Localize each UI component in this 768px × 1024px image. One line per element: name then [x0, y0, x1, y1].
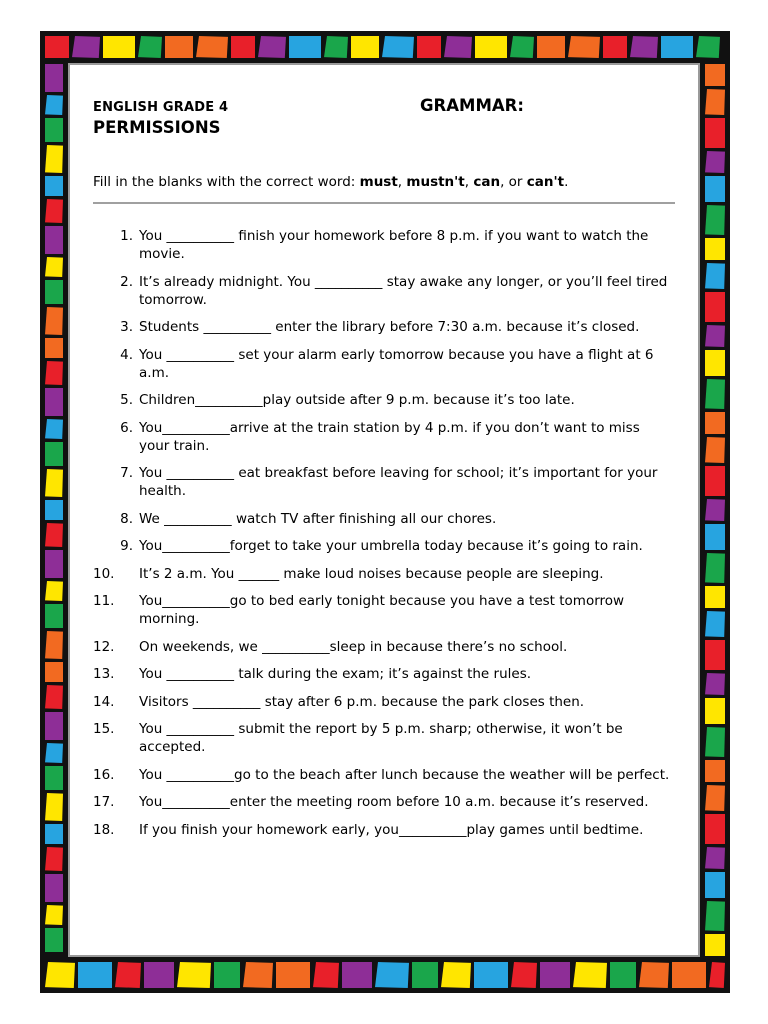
border-tile — [165, 36, 193, 58]
border-tile — [45, 847, 63, 871]
word-can: can — [473, 174, 501, 190]
item-number: 5. — [120, 392, 133, 408]
border-tile — [511, 962, 537, 988]
border-tile — [45, 712, 63, 740]
border-tile — [705, 437, 725, 463]
border-tile — [705, 89, 725, 115]
exercise-item — [93, 419, 673, 455]
border-tile — [351, 36, 379, 58]
exercise-list — [93, 227, 673, 848]
item-text: You __________go to the beach after lunch because the weather will be perfect. — [139, 766, 670, 783]
item-number: 15. — [93, 721, 115, 737]
border-tile — [705, 205, 725, 235]
item-text: You__________enter the meeting room before 10 a.m. because it’s reserved. — [139, 794, 649, 810]
border-tile — [45, 199, 63, 223]
exercise-item — [93, 346, 673, 382]
item-number: 18. — [93, 821, 115, 838]
exercise-item — [93, 318, 673, 336]
border-tile — [45, 962, 75, 988]
border-tile — [705, 412, 725, 434]
exercise-item — [93, 592, 673, 628]
item-number: 2. — [120, 273, 133, 290]
item-number: 10. — [93, 565, 115, 582]
border-tile — [45, 824, 63, 844]
border-tile — [138, 36, 162, 58]
border-tile — [45, 581, 63, 601]
divider — [93, 202, 675, 204]
border-tile — [45, 874, 63, 902]
border-tile — [45, 685, 63, 709]
exercise-item — [93, 565, 673, 583]
border-tile — [573, 962, 607, 988]
item-text: If you finish your homework early, you__________play games until bedtime. — [139, 821, 644, 838]
border-tile — [45, 500, 63, 520]
border-tile — [45, 176, 63, 196]
item-number: 4. — [120, 346, 133, 363]
border-tile — [705, 64, 725, 86]
border-tile — [45, 905, 63, 925]
border-tile — [705, 379, 725, 409]
border-tile — [196, 36, 228, 58]
exercise-item — [93, 227, 673, 263]
border-tile — [45, 793, 63, 821]
instructions-sep: , — [464, 174, 474, 190]
item-text: You__________arrive at the train station by 4 p.m. if you don’t want to miss your train. — [139, 419, 640, 454]
border-tile — [417, 36, 441, 58]
item-text: You__________go to bed early tonight because you have a test tomorrow morning. — [139, 593, 625, 627]
border-tile — [705, 151, 725, 173]
item-number: 12. — [93, 638, 115, 655]
border-tile — [474, 962, 508, 988]
item-text: It’s already midnight. You __________ stay awake any longer, or you’ll feel tired tomorrow. — [139, 273, 668, 308]
border-tile — [45, 766, 63, 790]
border-tile — [45, 64, 63, 92]
border-tile — [705, 901, 725, 931]
border-tile — [705, 466, 725, 496]
border-tile — [45, 307, 63, 335]
border-tile — [45, 118, 63, 142]
border-tile — [661, 36, 693, 58]
exercise-item — [93, 537, 673, 555]
border-tile — [705, 350, 725, 376]
border-tile — [103, 36, 135, 58]
instructions-suffix: . — [564, 174, 569, 190]
exercise-item — [93, 638, 673, 656]
border-tile — [705, 934, 725, 956]
item-number: 14. — [93, 693, 115, 710]
border-tile — [705, 673, 725, 695]
subject-label: GRAMMAR: — [420, 96, 524, 115]
border-tile — [382, 36, 414, 58]
border-tile — [603, 36, 627, 58]
exercise-item — [93, 693, 673, 711]
border-tile — [45, 523, 63, 547]
item-number: 3. — [120, 319, 133, 335]
exercise-item — [93, 391, 673, 409]
border-tile — [45, 361, 63, 385]
word-must: must — [359, 174, 398, 190]
border-tile — [45, 604, 63, 628]
exercise-item — [93, 665, 673, 683]
border-tile — [705, 586, 725, 608]
border-tile — [115, 962, 141, 988]
exercise-item — [93, 720, 673, 756]
border-tile — [705, 847, 725, 869]
border-tile — [45, 95, 63, 115]
item-number: 17. — [93, 794, 115, 810]
border-tile — [324, 36, 348, 58]
border-tile — [444, 36, 472, 58]
border-tile — [705, 553, 725, 583]
border-tile — [258, 36, 286, 58]
instructions — [93, 174, 568, 190]
border-tile — [412, 962, 438, 988]
border-tile — [45, 419, 63, 439]
item-text: You __________ finish your homework before 8 p.m. if you want to watch the movie. — [139, 228, 649, 262]
item-number: 11. — [93, 593, 115, 609]
instructions-prefix: Fill in the blanks with the correct word: — [93, 174, 360, 190]
item-text: Children__________play outside after 9 p.m. because it’s too late. — [139, 392, 575, 408]
border-tile — [78, 962, 112, 988]
border-tile — [313, 962, 339, 988]
border-tile — [45, 36, 69, 58]
item-number: 16. — [93, 766, 115, 783]
exercise-item — [93, 821, 673, 839]
border-tile — [705, 872, 725, 898]
border-tile — [45, 928, 63, 952]
border-tile — [705, 292, 725, 322]
border-tile — [672, 962, 706, 988]
border-tile — [45, 145, 63, 173]
border-tile — [705, 118, 725, 148]
border-tile — [705, 238, 725, 260]
border-tile — [243, 962, 273, 988]
item-text: You __________ eat breakfast before leaving for school; it’s important for your health. — [139, 465, 658, 499]
border-tile — [705, 814, 725, 844]
item-text: Visitors __________ stay after 6 p.m. because the park closes then. — [139, 693, 585, 710]
item-number: 6. — [120, 419, 133, 436]
border-tile — [45, 280, 63, 304]
border-tile — [45, 743, 63, 763]
exercise-item — [93, 510, 673, 528]
border-tile — [231, 36, 255, 58]
item-number: 8. — [120, 510, 133, 527]
border-tile — [705, 263, 725, 289]
word-cant: can't — [526, 174, 565, 190]
item-text: It’s 2 a.m. You ______ make loud noises because people are sleeping. — [139, 565, 604, 582]
exercise-item — [93, 273, 673, 309]
item-number: 7. — [120, 465, 133, 481]
border-tile — [639, 962, 669, 988]
border-tile — [610, 962, 636, 988]
border-tile — [45, 257, 63, 277]
border-tile — [705, 760, 725, 782]
border-tile — [342, 962, 372, 988]
instructions-sep: , — [397, 174, 407, 190]
border-tile — [45, 550, 63, 578]
word-mustnt: mustn't — [406, 174, 465, 190]
exercise-item — [93, 793, 673, 811]
item-text: We __________ watch TV after finishing all our chores. — [139, 510, 497, 527]
border-tile — [289, 36, 321, 58]
border-tile — [45, 631, 63, 659]
item-text: Students __________ enter the library before 7:30 a.m. because it’s closed. — [139, 319, 640, 335]
grade-label: ENGLISH GRADE 4 — [93, 100, 229, 115]
border-tile — [705, 611, 725, 637]
instructions-sep: , or — [500, 174, 527, 190]
worksheet-page — [70, 65, 698, 955]
item-number: 13. — [93, 666, 115, 682]
item-text: You __________ talk during the exam; it’s against the rules. — [139, 666, 532, 682]
border-tile — [375, 962, 409, 988]
border-tile — [705, 325, 725, 347]
border-tile — [705, 176, 725, 202]
border-tile — [45, 226, 63, 254]
border-tile — [276, 962, 310, 988]
item-number: 1. — [120, 228, 133, 244]
border-tile — [214, 962, 240, 988]
border-tile — [45, 338, 63, 358]
border-tile — [630, 36, 658, 58]
border-tile — [45, 469, 63, 497]
item-text: On weekends, we __________sleep in because there’s no school. — [139, 638, 568, 655]
border-tile — [696, 36, 720, 58]
border-tile — [144, 962, 174, 988]
border-tile — [441, 962, 471, 988]
topic-title: PERMISSIONS — [93, 118, 221, 137]
border-tile — [475, 36, 507, 58]
border-tile — [705, 698, 725, 724]
border-tile — [705, 785, 725, 811]
border-tile — [705, 727, 725, 757]
border-tile — [705, 499, 725, 521]
item-text: You__________forget to take your umbrella today because it’s going to rain. — [139, 538, 643, 554]
border-tile — [45, 442, 63, 466]
border-tile — [705, 640, 725, 670]
border-tile — [177, 962, 211, 988]
border-tile — [72, 36, 100, 58]
item-text: You __________ set your alarm early tomorrow because you have a flight at 6 a.m. — [139, 346, 654, 381]
exercise-item — [93, 464, 673, 500]
border-tile — [568, 36, 600, 58]
border-tile — [540, 962, 570, 988]
border-tile — [705, 524, 725, 550]
item-text: You __________ submit the report by 5 p.m. sharp; otherwise, it won’t be accepted. — [139, 721, 623, 755]
exercise-item — [93, 766, 673, 784]
border-tile — [45, 388, 63, 416]
item-number: 9. — [120, 538, 133, 554]
border-tile — [45, 662, 63, 682]
border-tile — [510, 36, 534, 58]
border-tile — [537, 36, 565, 58]
